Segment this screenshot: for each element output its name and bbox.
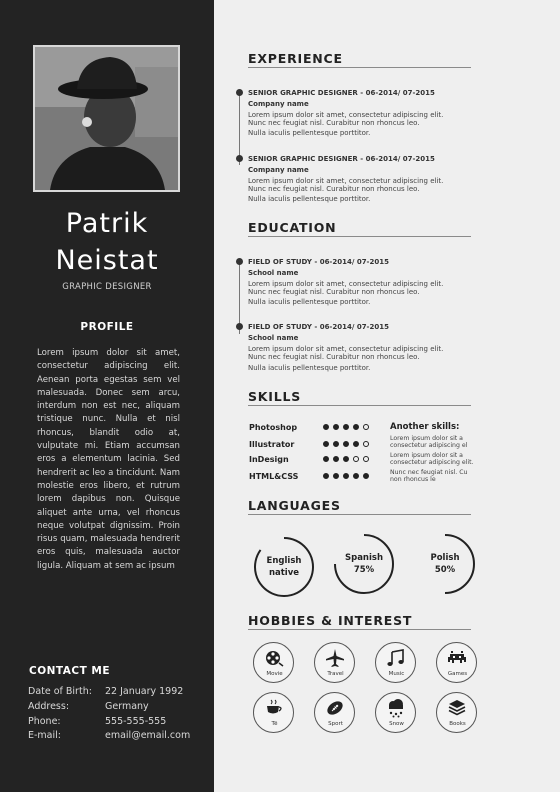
language-level: native bbox=[268, 568, 300, 578]
skill-rating bbox=[323, 441, 373, 449]
profile-heading: PROFILE bbox=[80, 321, 134, 333]
education-entry-title: FIELD OF STUDY - 06-2014/ 07-2015 bbox=[248, 323, 389, 331]
experience-entry-company: Company name bbox=[248, 100, 309, 108]
hobby-label: Movie bbox=[266, 671, 283, 677]
experience-heading: EXPERIENCE bbox=[248, 51, 343, 66]
music-note-icon bbox=[386, 648, 406, 668]
languages-heading: LANGUAGES bbox=[248, 498, 341, 513]
tea-cup-icon bbox=[264, 698, 284, 718]
timeline-dot bbox=[236, 323, 243, 330]
hobby-label: Games bbox=[447, 671, 468, 677]
skill-dot-filled bbox=[323, 441, 329, 447]
contact-row-birth bbox=[28, 686, 183, 697]
another-skills-title: Another skills: bbox=[390, 422, 460, 432]
profile-text: Lorem ipsum dolor sit amet, consectetur adipiscing elit. Aenean porta egestas sem vel malesuada. Donec sem arcu, interdum non est nec, aliquam tristique nunc. Nulla et nisl rhoncus, blandit odio at, vulputate mi. Etiam accumsan eros a elementum lacinia. Sed hendrerit ac leo a tincidunt. Nam molestie eros libero, et rutrum lorem dapibus non. Quisque aliquet ante urna, vel rhoncus neque volutpat dignissim. Proin risus quam, malesuada hendrerit eros quis, malesuada auctor ligula. Aliquam at sem ac ipsum bbox=[37, 348, 180, 571]
job-title: GRAPHIC DESIGNER bbox=[62, 282, 152, 292]
language-level: 75% bbox=[353, 565, 375, 575]
contact-label: Address: bbox=[28, 701, 70, 712]
experience-entry-desc: Lorem ipsum dolor sit amet, consectetur adipiscing elit. Nunc nec feugiat nisl. Curabitur non rhoncus leo. bbox=[248, 111, 444, 127]
experience-entry-note: Nulla iaculis pellentesque porttitor. bbox=[248, 195, 371, 203]
contact-label: Date of Birth: bbox=[28, 686, 92, 697]
skill-dot-filled bbox=[353, 441, 359, 447]
section-divider bbox=[248, 514, 471, 515]
skill-rating bbox=[323, 473, 373, 481]
education-heading: EDUCATION bbox=[248, 220, 337, 235]
hobby-tea bbox=[253, 692, 294, 733]
education-entry-title: FIELD OF STUDY - 06-2014/ 07-2015 bbox=[248, 258, 389, 266]
hobby-label: Snow bbox=[389, 721, 404, 727]
education-entry-desc: Lorem ipsum dolor sit amet, consectetur adipiscing elit. Nunc nec feugiat nisl. Curabitur non rhoncus leo. bbox=[248, 280, 444, 296]
skill-dot-filled bbox=[363, 473, 369, 479]
education-entry-school: School name bbox=[248, 269, 299, 277]
language-name: English bbox=[266, 556, 302, 566]
first-name: Patrik bbox=[65, 208, 149, 239]
hobby-sport bbox=[314, 692, 355, 733]
sidebar bbox=[0, 0, 214, 792]
skill-dot-filled bbox=[323, 456, 329, 462]
skill-dot-empty bbox=[363, 424, 369, 430]
experience-entry-company: Company name bbox=[248, 166, 309, 174]
hobby-games bbox=[436, 642, 477, 683]
hobby-travel bbox=[314, 642, 355, 683]
skills-heading: SKILLS bbox=[248, 389, 302, 404]
hobby-label: Music bbox=[388, 671, 405, 677]
education-entry-note: Nulla iaculis pellentesque porttitor. bbox=[248, 364, 371, 372]
skill-name: InDesign bbox=[249, 455, 289, 464]
skill-dot-filled bbox=[343, 441, 349, 447]
experience-entry-title: SENIOR GRAPHIC DESIGNER - 06-2014/ 07-2015 bbox=[248, 89, 435, 97]
contact-value[interactable]: email@email.com bbox=[105, 730, 191, 741]
contact-heading: CONTACT ME bbox=[29, 665, 111, 677]
contact-value: 555-555-555 bbox=[105, 716, 167, 727]
skill-dot-filled bbox=[343, 473, 349, 479]
language-spanish bbox=[332, 532, 396, 596]
another-skill-item: Lorem ipsum dolor sit a consectetur adipiscing el bbox=[390, 435, 468, 449]
skill-dot-empty bbox=[363, 456, 369, 462]
skill-dot-filled bbox=[323, 424, 329, 430]
contact-label: E-mail: bbox=[28, 730, 61, 741]
contact-row-phone bbox=[28, 716, 166, 727]
hobby-label: Books bbox=[449, 721, 466, 727]
hobby-snow bbox=[375, 692, 416, 733]
last-name: Neistat bbox=[55, 245, 159, 276]
hobby-label: Travel bbox=[327, 671, 344, 677]
hobbies-heading: HOBBIES & INTEREST bbox=[248, 613, 413, 628]
hobby-movie bbox=[253, 642, 294, 683]
language-name: Spanish bbox=[344, 553, 384, 563]
film-reel-icon bbox=[264, 648, 284, 668]
timeline-dot bbox=[236, 155, 243, 162]
education-entry-school: School name bbox=[248, 334, 299, 342]
skill-dot-filled bbox=[333, 441, 339, 447]
skill-name: HTML&CSS bbox=[249, 472, 299, 481]
contact-label: Phone: bbox=[28, 716, 61, 727]
skill-name: Photoshop bbox=[249, 423, 298, 432]
education-entry-note: Nulla iaculis pellentesque porttitor. bbox=[248, 298, 371, 306]
skill-rating bbox=[323, 424, 373, 432]
experience-entry-note: Nulla iaculis pellentesque porttitor. bbox=[248, 129, 371, 137]
experience-entry-title: SENIOR GRAPHIC DESIGNER - 06-2014/ 07-2015 bbox=[248, 155, 435, 163]
skill-dot-filled bbox=[343, 456, 349, 462]
contact-row-address bbox=[28, 701, 149, 712]
skill-dot-filled bbox=[333, 456, 339, 462]
skill-dot-empty bbox=[353, 456, 359, 462]
skill-dot-filled bbox=[333, 424, 339, 430]
snow-cloud-icon bbox=[386, 698, 406, 718]
profile-photo bbox=[33, 45, 180, 192]
language-level: 50% bbox=[434, 565, 456, 575]
section-divider bbox=[248, 629, 471, 630]
book-stack-icon bbox=[447, 698, 467, 718]
skill-dot-filled bbox=[343, 424, 349, 430]
skill-dot-filled bbox=[353, 473, 359, 479]
language-polish bbox=[413, 532, 477, 596]
football-icon bbox=[325, 698, 345, 718]
section-divider bbox=[248, 67, 471, 68]
section-divider bbox=[248, 405, 471, 406]
skill-dot-empty bbox=[363, 441, 369, 447]
skill-dot-filled bbox=[323, 473, 329, 479]
skill-dot-filled bbox=[353, 424, 359, 430]
language-name: Polish bbox=[430, 553, 460, 563]
hobby-books bbox=[436, 692, 477, 733]
airplane-icon bbox=[325, 648, 345, 668]
section-divider bbox=[248, 236, 471, 237]
experience-entry-desc: Lorem ipsum dolor sit amet, consectetur adipiscing elit. Nunc nec feugiat nisl. Curabitur non rhoncus leo. bbox=[248, 177, 444, 193]
timeline-dot bbox=[236, 89, 243, 96]
timeline-dot bbox=[236, 258, 243, 265]
another-skill-item: Nunc nec feugiat nisl. Cu non rhoncus le bbox=[390, 469, 468, 483]
contact-row-email bbox=[28, 730, 190, 741]
language-english bbox=[252, 535, 316, 599]
skill-rating bbox=[323, 456, 373, 464]
hobby-music bbox=[375, 642, 416, 683]
hobby-label: Sport bbox=[328, 721, 343, 727]
contact-value: 22 January 1992 bbox=[105, 686, 184, 697]
education-entry-desc: Lorem ipsum dolor sit amet, consectetur adipiscing elit. Nunc nec feugiat nisl. Curabitur non rhoncus leo. bbox=[248, 345, 444, 361]
contact-value: Germany bbox=[105, 701, 149, 712]
skill-dot-filled bbox=[333, 473, 339, 479]
skill-name: Illustrator bbox=[249, 440, 295, 449]
another-skill-item: Lorem ipsum dolor sit a consectetur adipiscing elit. bbox=[390, 452, 474, 466]
space-invader-icon bbox=[447, 648, 467, 668]
hobby-label: Të bbox=[271, 721, 278, 727]
